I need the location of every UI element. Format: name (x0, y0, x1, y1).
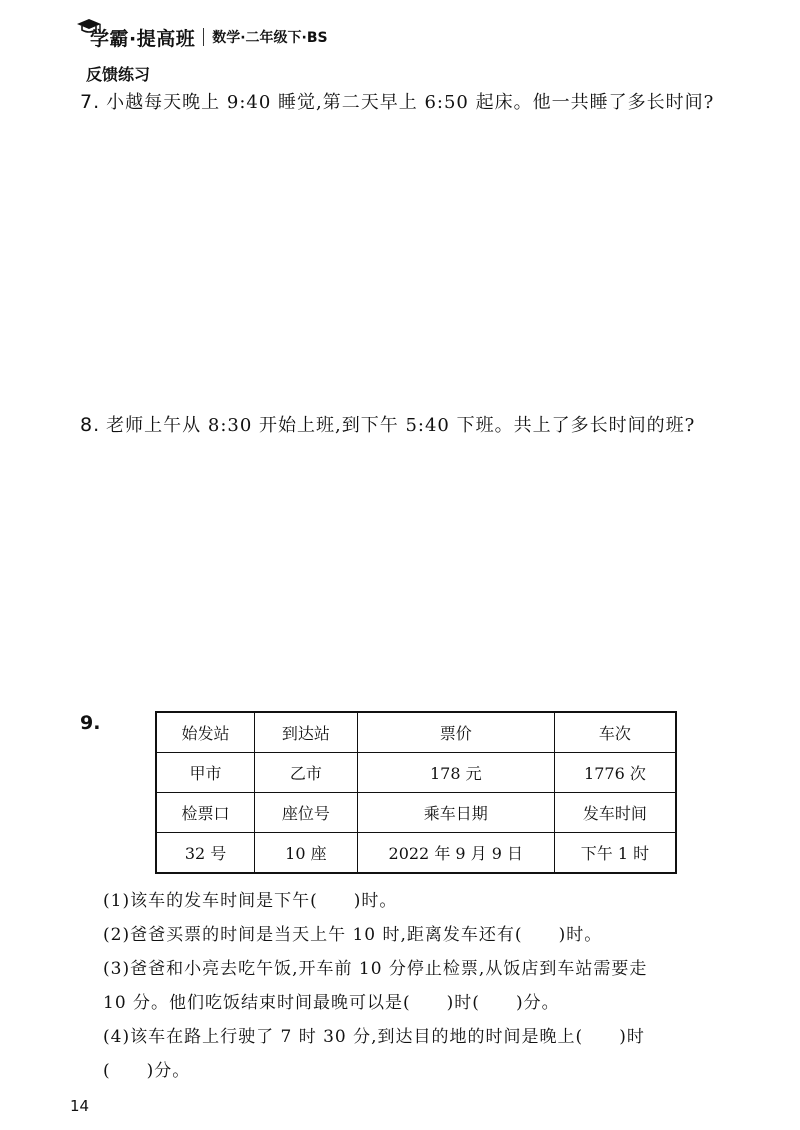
ticket-table (155, 711, 677, 874)
table-cell: 178 元 (357, 753, 554, 793)
table-cell: 甲市 (156, 753, 255, 793)
question-7 (80, 88, 714, 114)
sub-question-2-text-end: )时。 (558, 925, 603, 945)
brand-logo (80, 24, 195, 51)
table-cell: 乘车日期 (357, 792, 554, 832)
table-cell: 2022 年 9 月 9 日 (357, 832, 554, 873)
sub-question-3-text-end: )分。 (515, 993, 560, 1013)
sub-question-3-text-mid: )时( (446, 993, 480, 1013)
sub-question-3-line-1: (3)爸爸和小亮去吃午饭,开车前 10 分停止检票,从饭店到车站需要走 (103, 959, 648, 979)
question-7-number: 7. (80, 91, 101, 113)
sub-question-3-text: 10 分。他们吃饭结束时间最晚可以是( (103, 993, 411, 1013)
sub-question-4-text: (4)该车在路上行驶了 7 时 30 分,到达目的地的时间是晚上( (103, 1027, 584, 1047)
table-row (156, 753, 676, 793)
table-row (156, 792, 676, 832)
graduation-cap-icon (76, 18, 102, 34)
subject-label: 数学·二年级下·BS (212, 30, 328, 46)
page-number: 14 (70, 1097, 90, 1115)
table-cell: 车次 (554, 712, 676, 753)
table-cell: 始发站 (156, 712, 255, 753)
table-row (156, 832, 676, 873)
page-header (80, 22, 328, 52)
table-row (156, 712, 676, 753)
sub-question-4-text-start: ( (103, 1061, 111, 1081)
sub-question-4-line-2 (103, 1056, 190, 1081)
table-cell: 发车时间 (554, 792, 676, 832)
sub-question-2-text: (2)爸爸买票的时间是当天上午 10 时,距离发车还有( (103, 925, 523, 945)
table-cell: 检票口 (156, 792, 255, 832)
sub-question-4-line-1 (103, 1022, 645, 1047)
sub-question-1-text-end: )时。 (353, 891, 398, 911)
section-title: 反馈练习 (86, 65, 151, 84)
question-8 (80, 411, 695, 437)
sub-question-1 (103, 886, 397, 911)
table-cell: 票价 (357, 712, 554, 753)
question-8-number: 8. (80, 414, 101, 436)
question-9-number: 9. (80, 712, 101, 734)
sub-question-1-text: (1)该车的发车时间是下午( (103, 891, 318, 911)
table-cell: 1776 次 (554, 753, 676, 793)
question-7-text: 小越每天晚上 9:40 睡觉,第二天早上 6:50 起床。他一共睡了多长时间? (106, 92, 715, 113)
table-cell: 乙市 (255, 753, 358, 793)
header-divider (203, 28, 204, 46)
table-cell: 座位号 (255, 792, 358, 832)
brand-title: 学霸·提高班 (90, 27, 196, 50)
sub-question-2 (103, 920, 602, 945)
table-cell: 下午 1 时 (554, 832, 676, 873)
question-8-text: 老师上午从 8:30 开始上班,到下午 5:40 下班。共上了多长时间的班? (106, 415, 696, 436)
sub-question-4-text-end-2: )分。 (146, 1061, 191, 1081)
table-cell: 10 座 (255, 832, 358, 873)
sub-question-4-text-end: )时 (619, 1027, 645, 1047)
table-cell: 32 号 (156, 832, 255, 873)
sub-question-3-line-2 (103, 988, 560, 1013)
table-cell: 到达站 (255, 712, 358, 753)
